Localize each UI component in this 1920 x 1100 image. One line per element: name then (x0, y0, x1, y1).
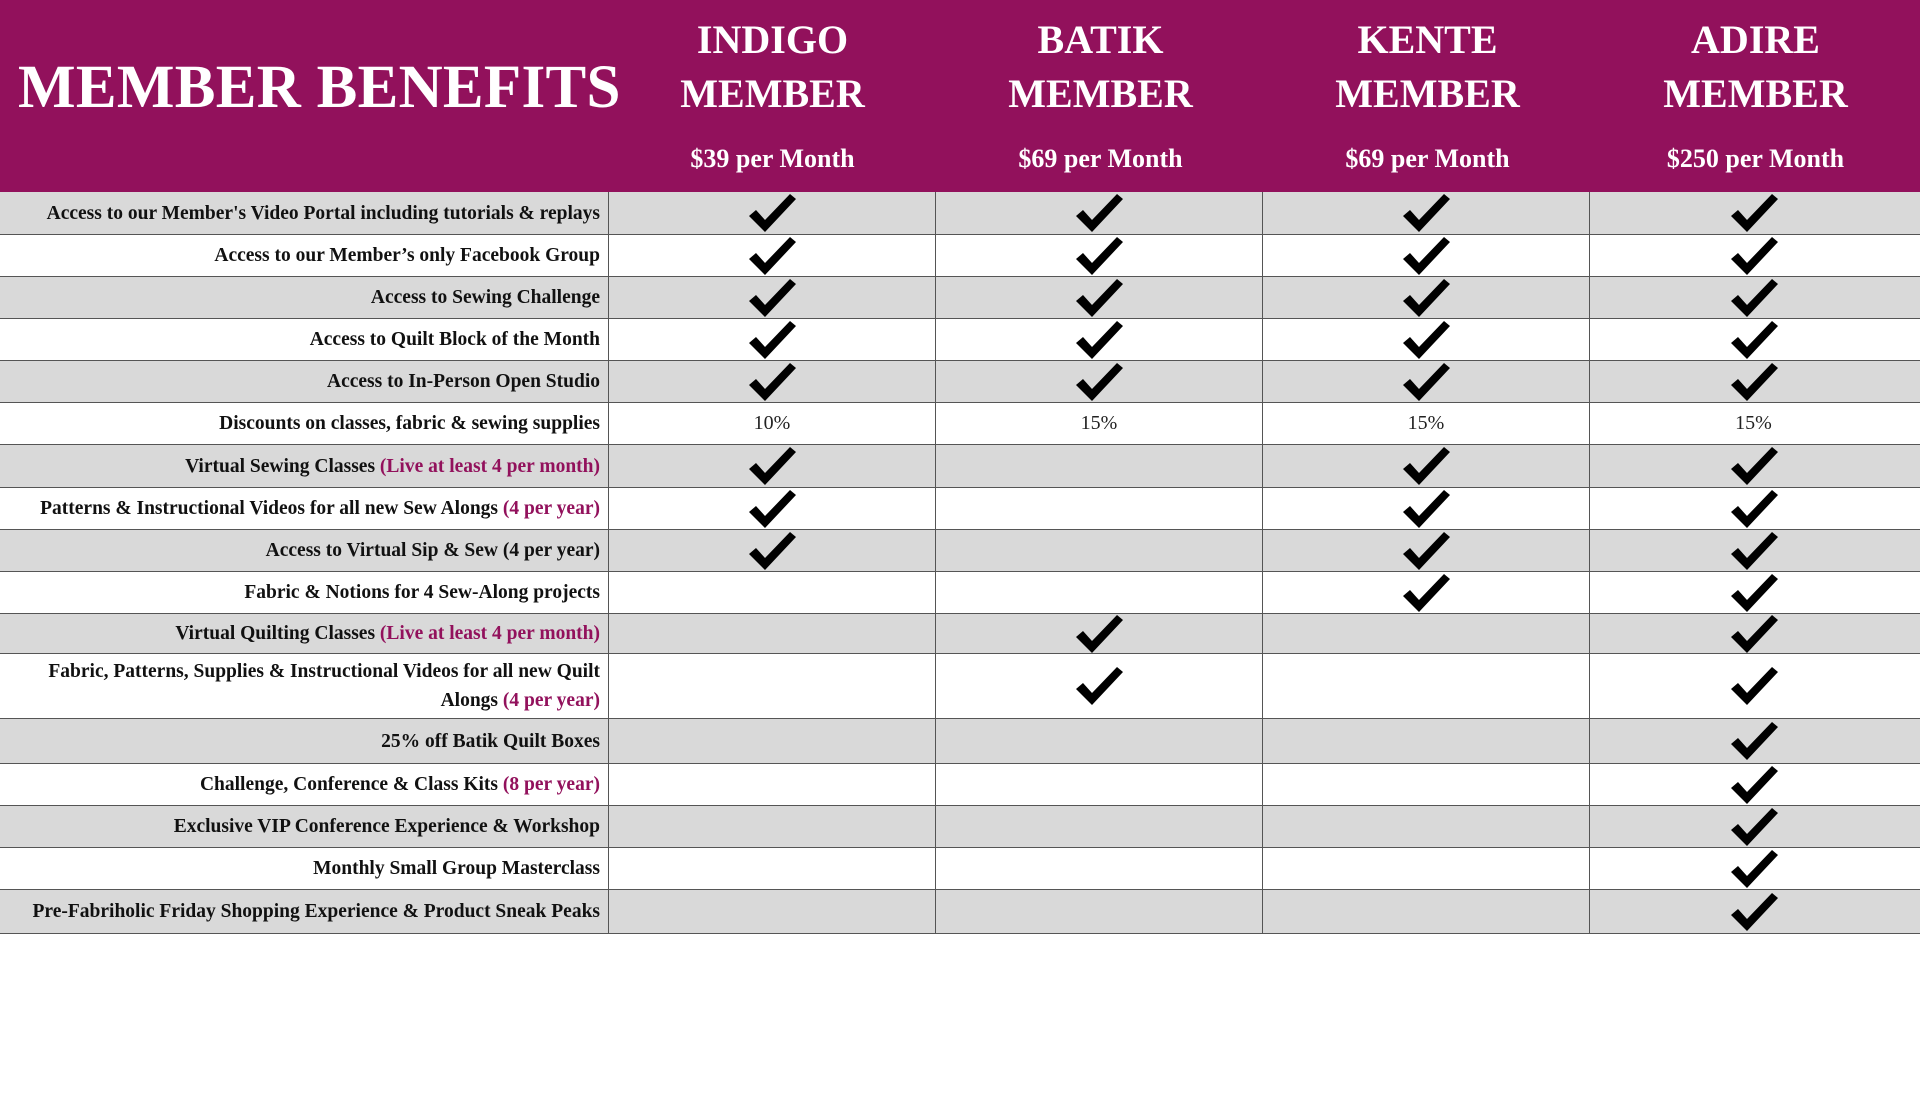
tier-cell (1263, 235, 1590, 276)
tier-cell (936, 319, 1263, 360)
table-row (0, 848, 1920, 890)
tier-header-adire (1592, 0, 1919, 192)
table-row (0, 488, 1920, 530)
tier-cell (609, 319, 936, 360)
checkmark-icon (747, 445, 797, 487)
benefit-text: Discounts on classes, fabric & sewing supplies (219, 413, 600, 434)
tier-cell (1263, 361, 1590, 402)
benefit-text: 25% off Batik Quilt Boxes (381, 730, 600, 752)
checkmark-icon (1074, 277, 1124, 319)
benefit-frequency-note: (8 per year) (502, 774, 600, 795)
benefit-label (0, 719, 609, 763)
checkmark-icon (1074, 319, 1124, 361)
tier-cell (936, 192, 1263, 234)
checkmark-icon (1074, 235, 1124, 277)
tier-cell (936, 764, 1263, 805)
table-row (0, 361, 1920, 403)
benefit-label (0, 806, 609, 847)
tier-cell (1590, 530, 1917, 571)
tier-cell (1590, 235, 1917, 276)
benefit-label (0, 361, 609, 402)
tier-cell (609, 445, 936, 487)
tier-cell (1263, 848, 1590, 889)
benefit-text: Access to our Member's Video Portal including tutorials & replays (46, 202, 600, 224)
tier-cell (1590, 488, 1917, 529)
tier-cell (1263, 445, 1590, 487)
checkmark-icon (1401, 319, 1451, 361)
header-banner (0, 0, 1920, 192)
benefit-text: Access to Sewing Challenge (370, 287, 600, 308)
tier-price: $69 per Month (1345, 144, 1510, 173)
table-row (0, 445, 1920, 488)
tier-price: $39 per Month (690, 144, 855, 173)
benefit-text: Access to our Member’s only Facebook Group (214, 245, 600, 266)
checkmark-icon (747, 277, 797, 319)
table-row (0, 235, 1920, 277)
tier-cell (1263, 719, 1590, 763)
checkmark-icon (1074, 665, 1124, 707)
tier-name-suffix: MEMBER (1335, 71, 1520, 116)
tier-cell (609, 614, 936, 653)
tier-cell (609, 764, 936, 805)
benefit-text: Access to Virtual Sip & Sew (4 per year) (265, 540, 600, 561)
benefit-text: Pre-Fabriholic Friday Shopping Experience & Product Sneak Peaks (32, 901, 600, 922)
benefit-label (0, 403, 609, 444)
checkmark-icon (1729, 319, 1779, 361)
tier-cell (609, 277, 936, 318)
benefit-frequency-note: (Live at least 4 per month) (379, 623, 600, 644)
tier-cell (609, 806, 936, 847)
tier-cell (1263, 890, 1590, 933)
tier-cell (936, 806, 1263, 847)
checkmark-icon (1401, 488, 1451, 530)
tier-cell (1263, 572, 1590, 613)
checkmark-icon (1729, 848, 1779, 890)
checkmark-icon (1729, 277, 1779, 319)
checkmark-icon (1729, 361, 1779, 403)
tier-cell (1590, 764, 1917, 805)
tier-cell (1263, 277, 1590, 318)
benefit-label (0, 614, 609, 653)
tier-cell (1263, 192, 1590, 234)
tier-cell (609, 654, 936, 718)
checkmark-icon (1401, 445, 1451, 487)
tier-cell (609, 890, 936, 933)
benefit-label (0, 445, 609, 487)
tier-cell (936, 235, 1263, 276)
checkmark-icon (1074, 192, 1124, 234)
benefit-label (0, 319, 609, 360)
checkmark-icon (1729, 235, 1779, 277)
benefit-text: Exclusive VIP Conference Experience & Workshop (173, 816, 600, 837)
tier-cell (609, 572, 936, 613)
tier-cell (1590, 890, 1917, 933)
benefit-frequency-note: (4 per year) (502, 498, 600, 519)
tier-cell (1590, 277, 1917, 318)
benefit-label (0, 235, 609, 276)
benefit-text: Challenge, Conference & Class Kits (199, 774, 499, 795)
checkmark-icon (1729, 665, 1779, 707)
tier-cell (609, 403, 936, 444)
checkmark-icon (1729, 764, 1779, 806)
tier-cell (1590, 719, 1917, 763)
tier-cell (1263, 319, 1590, 360)
tier-cell (936, 488, 1263, 529)
tier-cell (609, 848, 936, 889)
checkmark-icon (1074, 613, 1124, 655)
checkmark-icon (1729, 891, 1779, 933)
tier-cell (609, 488, 936, 529)
table-row (0, 277, 1920, 319)
benefit-text: Fabric, Patterns, Supplies & Instructional Videos for all new Quilt Alongs (48, 661, 600, 711)
benefit-label (0, 488, 609, 529)
benefit-label (0, 192, 609, 234)
discount-value: 15% (1080, 412, 1118, 434)
tier-cell (936, 614, 1263, 653)
checkmark-icon (1401, 192, 1451, 234)
benefit-label (0, 530, 609, 571)
tier-cell (609, 530, 936, 571)
benefit-label (0, 572, 609, 613)
tier-header-kente (1264, 0, 1591, 192)
checkmark-icon (1729, 488, 1779, 530)
table-row (0, 614, 1920, 654)
benefit-label (0, 848, 609, 889)
tier-cell (936, 654, 1263, 718)
tier-cell (936, 277, 1263, 318)
benefit-text: Virtual Sewing Classes (185, 455, 376, 477)
tier-cell (609, 361, 936, 402)
benefit-text: Access to In-Person Open Studio (326, 371, 600, 392)
checkmark-icon (747, 319, 797, 361)
benefit-frequency-note: (Live at least 4 per month) (379, 455, 600, 477)
table-row (0, 192, 1920, 235)
checkmark-icon (1729, 445, 1779, 487)
tier-name: KENTE (1357, 17, 1498, 62)
tier-cell (1590, 403, 1917, 444)
tier-cell (1590, 192, 1917, 234)
tier-cell (1590, 319, 1917, 360)
tier-name: ADIRE (1691, 17, 1820, 62)
tier-cell (1590, 361, 1917, 402)
discount-value: 15% (1407, 412, 1445, 434)
tier-cell (1263, 530, 1590, 571)
tier-header-batik (937, 0, 1264, 192)
checkmark-icon (1401, 572, 1451, 614)
tier-cell (1263, 403, 1590, 444)
tier-cell (936, 530, 1263, 571)
tier-cell (1263, 614, 1590, 653)
tier-price: $69 per Month (1018, 144, 1183, 173)
tier-cell (1590, 572, 1917, 613)
tier-name: BATIK (1037, 17, 1164, 62)
page-title: MEMBER BENEFITS (18, 54, 621, 121)
checkmark-icon (1401, 277, 1451, 319)
tier-price: $250 per Month (1666, 144, 1845, 173)
table-row (0, 764, 1920, 806)
tier-cell (936, 403, 1263, 444)
table-row (0, 530, 1920, 572)
tier-cell (936, 572, 1263, 613)
tier-cell (1263, 488, 1590, 529)
checkmark-icon (1729, 720, 1779, 762)
benefit-text: Virtual Quilting Classes (175, 623, 376, 644)
tier-cell (936, 361, 1263, 402)
benefit-text: Access to Quilt Block of the Month (309, 329, 600, 350)
table-row (0, 319, 1920, 361)
tier-cell (609, 719, 936, 763)
benefit-frequency-note: (4 per year) (502, 690, 600, 711)
checkmark-icon (1401, 530, 1451, 572)
table-row (0, 572, 1920, 614)
tier-cell (1590, 848, 1917, 889)
benefit-label (0, 277, 609, 318)
benefit-label (0, 890, 609, 933)
table-row (0, 890, 1920, 934)
benefit-label (0, 764, 609, 805)
checkmark-icon (747, 488, 797, 530)
tier-cell (936, 445, 1263, 487)
table-row (0, 719, 1920, 764)
checkmark-icon (1401, 235, 1451, 277)
checkmark-icon (1074, 361, 1124, 403)
tier-cell (1590, 806, 1917, 847)
checkmark-icon (747, 235, 797, 277)
checkmark-icon (1401, 361, 1451, 403)
tier-cell (1263, 806, 1590, 847)
benefit-label (0, 654, 609, 718)
discount-value: 10% (753, 412, 791, 434)
tier-header-indigo (609, 0, 936, 192)
tier-cell (1590, 445, 1917, 487)
tier-cell (609, 192, 936, 234)
checkmark-icon (1729, 530, 1779, 572)
checkmark-icon (747, 361, 797, 403)
table-row (0, 654, 1920, 719)
tier-name-suffix: MEMBER (680, 71, 865, 116)
table-row (0, 806, 1920, 848)
table-row (0, 403, 1920, 445)
checkmark-icon (747, 530, 797, 572)
tier-cell (936, 890, 1263, 933)
tier-cell (1590, 614, 1917, 653)
checkmark-icon (1729, 806, 1779, 848)
checkmark-icon (747, 192, 797, 234)
checkmark-icon (1729, 613, 1779, 655)
tier-name-suffix: MEMBER (1663, 71, 1848, 116)
tier-name-suffix: MEMBER (1008, 71, 1193, 116)
discount-value: 15% (1735, 412, 1772, 434)
benefit-text: Monthly Small Group Masterclass (313, 858, 600, 879)
tier-cell (936, 719, 1263, 763)
tier-cell (1263, 654, 1590, 718)
tier-cell (609, 235, 936, 276)
checkmark-icon (1729, 572, 1779, 614)
benefit-text: Patterns & Instructional Videos for all new Sew Alongs (40, 498, 499, 519)
tier-cell (1263, 764, 1590, 805)
checkmark-icon (1729, 192, 1779, 234)
tier-cell (1590, 654, 1917, 718)
benefit-text: Fabric & Notions for 4 Sew-Along projects (244, 582, 600, 603)
tier-cell (936, 848, 1263, 889)
tier-name: INDIGO (696, 17, 849, 62)
